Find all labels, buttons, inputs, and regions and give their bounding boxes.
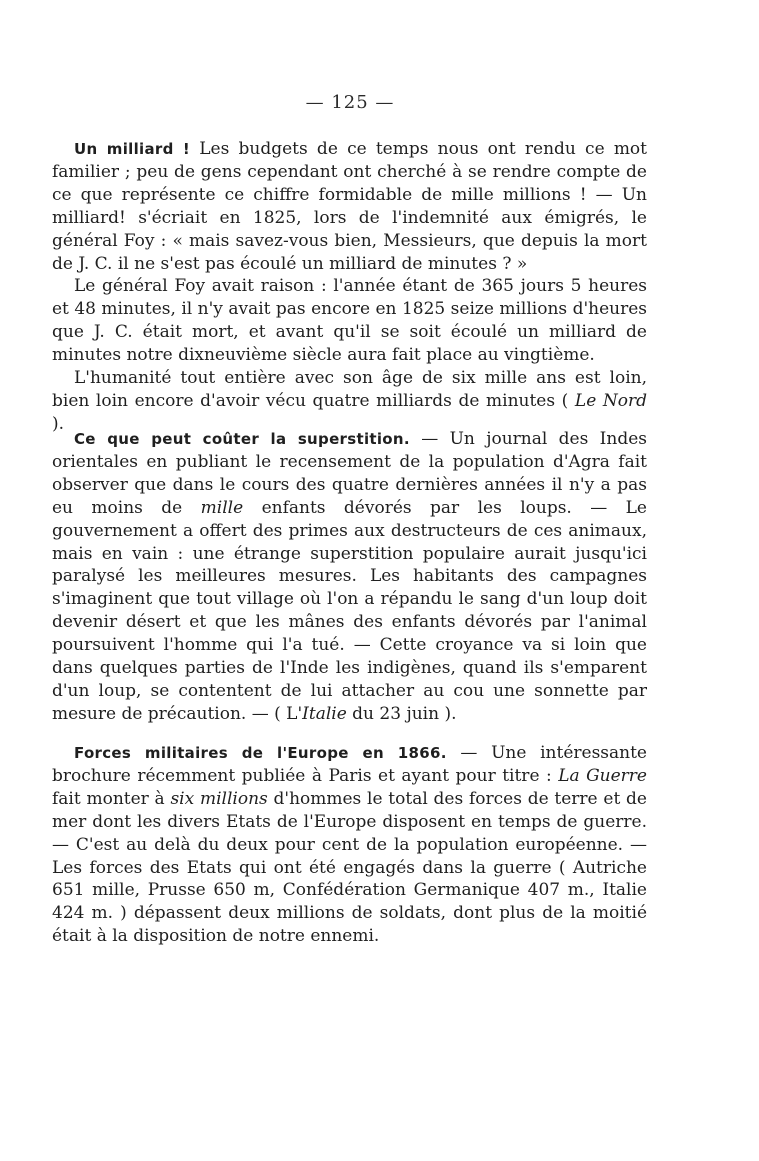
source-citation: Italie [302, 703, 347, 724]
page-number: — 125 — [305, 92, 395, 113]
article-text: Les budgets de ce temps nous ont rendu ce mot familier ; peu de gens cependant ont cherché à se rendre compte de ce que représente ce chiffre formidable de mille millions ! — Un milliard! s'écriait en 1825, lors de l'indemnité aux émigrés, le général Foy : « mais savez-vous bien, Messieurs, que depuis la mort de J. C. il ne s'est pas écoulé un milliard de minutes ? » [52, 139, 648, 274]
article-paragraph [52, 428, 647, 726]
article-headline: Un milliard ! [74, 140, 191, 158]
article-forces-militaires [52, 742, 647, 948]
article-text: — Un journal des Indes orientales en publiant le recensement de la population d'Agra fait observer que dans le cours des quatre dernières années il n'y a pas eu moins de [52, 429, 647, 518]
article-superstition [52, 428, 647, 726]
emphasis-text: mille [200, 497, 244, 518]
article-text: L'humanité tout entière avec son âge de six mille ans est loin, bien loin encore d'avoir vécu quatre milliards de minutes ( [52, 368, 647, 411]
article-paragraph [52, 742, 647, 948]
source-citation: Le Nord [574, 390, 647, 411]
article-text: d'hommes le total des forces de terre et de mer dont les divers Etats de l'Europe disposent en temps de guerre. — C'est au delà du deux pour cent de la population européenne. — Les forces des Etats qui ont été engagés dans la guerre ( Autriche 651 mille, Prusse 650 m, Confédération Germanique 407 m., Italie 424 m. ) dépassent deux millions de soldats, dont plus de la moitié était à la disposition de notre ennemi. [52, 788, 647, 947]
article-paragraph [52, 367, 647, 436]
article-paragraph [52, 138, 647, 275]
article-text: fait monter à [52, 788, 171, 809]
article-text: ). [52, 413, 65, 434]
article-paragraph: Le général Foy avait raison : l'année étant de 365 jours 5 heures et 48 minutes, il n'y avait pas encore en 1825 seize millions d'heures que J. C. était mort, et avant qu'il se soit écoulé un milliard de minutes notre dixneuvième siècle aura fait place au vingtième. [52, 276, 647, 366]
article-headline: Forces militaires de l'Europe en 1866. [74, 744, 447, 762]
article-text: — Une intéressante brochure récemment publiée à Paris et ayant pour titre : [52, 743, 647, 786]
article-text: enfants dévorés par les loups. — Le gouvernement a offert des primes aux destructeurs de ces animaux, mais en vain : une étrange superstition populaire aurait jusqu'ici paralysé les meilleures mesures. Les habitants des campagnes s'imaginent que tout village où l'on a répandu le sang d'un loup doit devenir désert et que les mânes des enfants dévorés par l'animal poursuivent l'homme qui l'a tué. — Cette croyance va si loin que dans quelques parties de l'Inde les indigènes, quand ils s'emparent d'un loup, se contentent de lui attacher au cou une sonnette par mesure de précaution. — ( L' [52, 497, 647, 724]
article-text: du 23 juin ). [346, 703, 457, 724]
article-milliard [52, 138, 647, 436]
title-reference: La Guerre [558, 765, 647, 786]
article-headline: Ce que peut coûter la superstition. [74, 430, 410, 448]
emphasis-text: six millions [170, 788, 268, 809]
